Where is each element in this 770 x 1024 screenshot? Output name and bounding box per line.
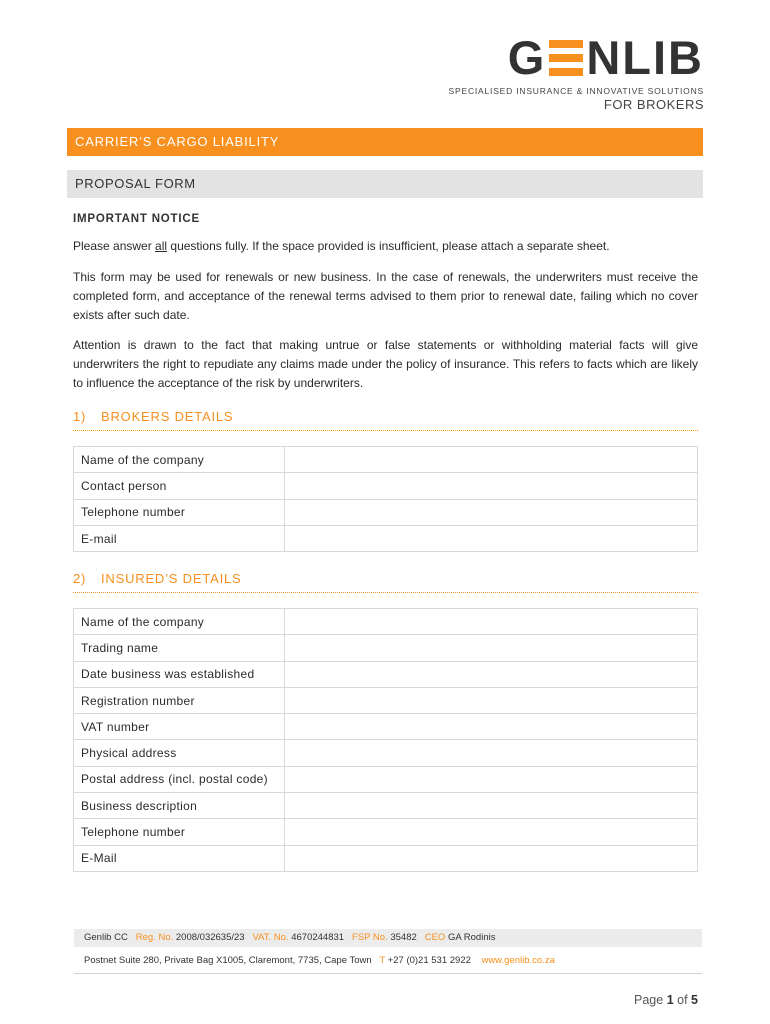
answer-field[interactable] [285, 525, 698, 551]
table-row [74, 845, 698, 871]
field-label: Contact person [74, 473, 285, 499]
insured-details-table [73, 608, 698, 872]
notice-paragraph-3: Attention is drawn to the fact that making untrue or false statements or withholding material facts will give underwriters the right to repudiate any claims made under the policy of insurance. This refers to facts which are likely to influence the acceptance of the risk by underwriters. [73, 338, 698, 390]
table-row [74, 661, 698, 687]
footer-ceo-label: CEO [424, 932, 446, 943]
logo-tagline: SPECIALISED INSURANCE & INNOVATIVE SOLUTIONS [448, 86, 704, 96]
table-row [74, 766, 698, 792]
notice-p1-text-end: questions fully. If the space provided is insufficient, please attach a separate sheet. [167, 239, 610, 253]
logo-letter-g: G [507, 31, 547, 84]
logo-wordmark [449, 31, 704, 84]
field-label: Registration number [74, 687, 285, 713]
answer-field[interactable] [285, 819, 698, 845]
table-row [74, 687, 698, 713]
table-row [74, 714, 698, 740]
page-prefix: Page [634, 993, 664, 1007]
document-title-bar: CARRIER’S CARGO LIABILITY [67, 128, 703, 156]
notice-paragraph-1 [73, 237, 698, 256]
notice-p1-text-start: Please answer [73, 239, 156, 253]
important-notice-heading: IMPORTANT NOTICE [73, 213, 200, 225]
footer-website-link[interactable]: www.genlib.co.za [481, 955, 555, 966]
table-row [74, 819, 698, 845]
footer-company-name: Genlib CC [84, 932, 128, 943]
table-row [74, 525, 698, 551]
answer-field[interactable] [285, 740, 698, 766]
genlib-logo [448, 31, 704, 112]
answer-field[interactable] [285, 635, 698, 661]
section-title: INSURED’S DETAILS [101, 571, 242, 586]
brokers-details-table [73, 446, 698, 552]
footer-address-line [74, 952, 702, 970]
answer-field[interactable] [285, 499, 698, 525]
document-subtitle-bar: PROPOSAL FORM [67, 170, 703, 198]
answer-field[interactable] [285, 473, 698, 499]
field-label: Name of the company [74, 447, 285, 473]
footer-divider [74, 973, 702, 974]
footer-vat-value: 4670244831 [291, 932, 345, 943]
section-number: 1) [73, 409, 87, 424]
field-label: Physical address [74, 740, 285, 766]
notice-p1-underlined: all [155, 239, 168, 253]
answer-field[interactable] [285, 766, 698, 792]
answer-field[interactable] [285, 793, 698, 819]
field-label: Telephone number [74, 819, 285, 845]
answer-field[interactable] [285, 687, 698, 713]
answer-field[interactable] [285, 661, 698, 687]
table-row [74, 740, 698, 766]
answer-field[interactable] [285, 714, 698, 740]
page-current: 1 [666, 993, 674, 1007]
logo-letters-nlib: NLIB [586, 31, 704, 84]
answer-field[interactable] [285, 609, 698, 635]
table-row [74, 499, 698, 525]
footer-ceo-value: GA Rodinis [447, 932, 496, 943]
field-label: VAT number [74, 714, 285, 740]
answer-field[interactable] [285, 447, 698, 473]
footer-reg-value: 2008/032635/23 [175, 932, 245, 943]
field-label: E-Mail [74, 845, 285, 871]
logo-e-bars-icon [549, 40, 583, 76]
table-row [74, 793, 698, 819]
field-label: Date business was established [74, 661, 285, 687]
footer-address: Postnet Suite 280, Private Bag X1005, Claremont, 7735, Cape Town [84, 955, 372, 966]
footer-fsp-value: 35482 [390, 932, 417, 943]
table-row [74, 635, 698, 661]
insured-details-heading [73, 571, 698, 593]
footer-tel-value: +27 (0)21 531 2922 [387, 955, 471, 966]
section-title: BROKERS DETAILS [101, 409, 234, 424]
page-total: 5 [691, 993, 698, 1007]
brokers-details-heading [73, 409, 698, 431]
footer-reg-label: Reg. No. [135, 932, 174, 943]
field-label: Business description [74, 793, 285, 819]
notice-paragraph-2: This form may be used for renewals or new business. In the case of renewals, the underwriters must receive the completed form, and acceptance of the renewal terms advised to them prior to renewal date, failing which no cover exists after such date. [73, 270, 698, 322]
field-label: Postal address (incl. postal code) [74, 766, 285, 792]
footer-tel-label: T [379, 955, 386, 966]
logo-for-brokers: FOR BROKERS [603, 97, 704, 112]
table-row [74, 473, 698, 499]
footer-fsp-label: FSP No. [351, 932, 388, 943]
table-row [74, 447, 698, 473]
footer-company-line [74, 929, 702, 947]
table-row [74, 609, 698, 635]
section-number: 2) [73, 571, 87, 586]
field-label: E-mail [74, 525, 285, 551]
field-label: Trading name [74, 635, 285, 661]
answer-field[interactable] [285, 845, 698, 871]
page-of: of [677, 993, 688, 1007]
field-label: Name of the company [74, 609, 285, 635]
page-number [634, 993, 698, 1007]
field-label: Telephone number [74, 499, 285, 525]
footer-vat-label: VAT. No. [252, 932, 289, 943]
